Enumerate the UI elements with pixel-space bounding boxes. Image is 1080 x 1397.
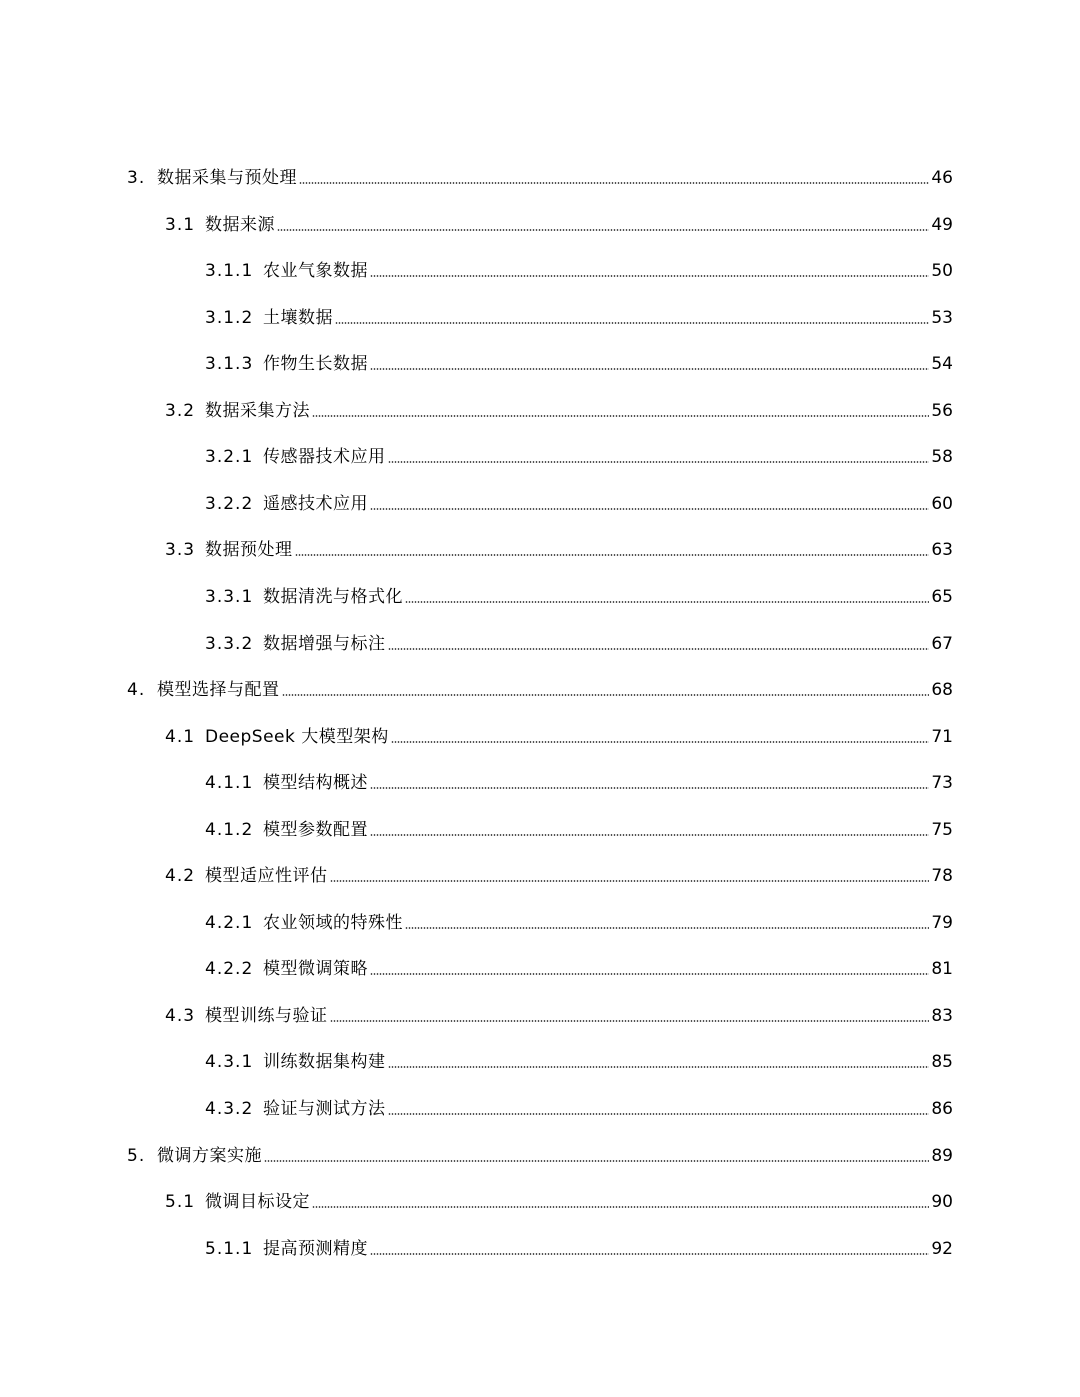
toc-entry-page-number: 75: [931, 820, 953, 840]
toc-dot-leader: [388, 1113, 930, 1115]
toc-entry[interactable]: [0, 1229, 1080, 1259]
toc-entry-heading: [205, 773, 368, 793]
toc-dot-leader: [370, 508, 929, 510]
toc-entry-number: 3.1.1: [205, 261, 254, 281]
toc-entry[interactable]: [0, 484, 1080, 514]
toc-entry-page-number: 73: [931, 773, 953, 793]
toc-entry-number: 5.1.1: [205, 1239, 254, 1259]
toc-entry-page-number: 79: [931, 913, 953, 933]
toc-entry-heading: [165, 1192, 310, 1212]
toc-entry-title: 数据采集与预处理: [157, 168, 297, 188]
toc-entry-page-number: 58: [931, 447, 953, 467]
toc-entry-page-number: 46: [931, 168, 953, 188]
toc-dot-leader: [299, 182, 929, 184]
toc-entry-number: 3.2.1: [205, 447, 254, 467]
toc-entry-page-number: 63: [931, 540, 953, 560]
toc-entry-heading: [127, 680, 280, 700]
toc-entry-page-number: 83: [931, 1006, 953, 1026]
toc-entry-number: 3.3.2: [205, 634, 254, 654]
toc-entry-heading: [205, 1052, 386, 1072]
toc-entry-title: 土壤数据: [263, 308, 333, 328]
toc-dot-leader: [370, 787, 929, 789]
toc-entry-number: 4.1: [165, 727, 196, 747]
toc-dot-leader: [330, 1020, 930, 1022]
toc-entry-title: 模型适应性评估: [205, 866, 328, 886]
toc-entry-title: 数据采集方法: [205, 401, 310, 421]
toc-entry-heading: [205, 959, 368, 979]
toc-entry-heading: [205, 494, 368, 514]
toc-entry[interactable]: [0, 1042, 1080, 1072]
toc-entry-page-number: 54: [931, 354, 953, 374]
toc-entry[interactable]: [0, 205, 1080, 235]
toc-entry-heading: [205, 1239, 368, 1259]
toc-entry-title: 模型微调策略: [263, 959, 368, 979]
toc-entry-title: 模型结构概述: [263, 773, 368, 793]
toc-entry-number: 5.: [127, 1146, 146, 1166]
toc-entry-number: 4.1.1: [205, 773, 254, 793]
toc-entry-title: 数据来源: [205, 215, 275, 235]
toc-entry[interactable]: [0, 1089, 1080, 1119]
toc-dot-leader: [282, 694, 930, 696]
toc-entry-number: 3.1.3: [205, 354, 254, 374]
toc-entry-page-number: 68: [931, 680, 953, 700]
toc-entry-heading: [127, 1146, 262, 1166]
toc-entry-page-number: 89: [931, 1146, 953, 1166]
toc-entry-title: 传感器技术应用: [263, 447, 386, 467]
toc-entry-page-number: 78: [931, 866, 953, 886]
toc-entry-title: 验证与测试方法: [263, 1099, 386, 1119]
toc-dot-leader: [405, 601, 929, 603]
toc-entry[interactable]: [0, 949, 1080, 979]
toc-entry-title: 微调方案实施: [157, 1146, 262, 1166]
toc-dot-leader: [335, 322, 929, 324]
toc-entry-heading: [205, 354, 368, 374]
toc-entry[interactable]: [0, 530, 1080, 560]
toc-entry-heading: [205, 261, 368, 281]
toc-entry-title: 数据预处理: [205, 540, 293, 560]
toc-entry-heading: [165, 540, 293, 560]
toc-entry-page-number: 85: [931, 1052, 953, 1072]
toc-entry-page-number: 50: [931, 261, 953, 281]
toc-entry-title: 农业气象数据: [263, 261, 368, 281]
toc-entry[interactable]: [0, 298, 1080, 328]
toc-entry-number: 3.3.1: [205, 587, 254, 607]
toc-entry-page-number: 90: [931, 1192, 953, 1212]
toc-entry-heading: [165, 401, 310, 421]
toc-entry[interactable]: [0, 158, 1080, 188]
toc-entry-page-number: 81: [931, 959, 953, 979]
toc-dot-leader: [370, 368, 929, 370]
toc-entry-page-number: 49: [931, 215, 953, 235]
toc-entry-heading: [127, 168, 297, 188]
toc-entry[interactable]: [0, 717, 1080, 747]
toc-entry-number: 4.3.2: [205, 1099, 254, 1119]
toc-entry-title: 模型参数配置: [263, 820, 368, 840]
toc-dot-leader: [405, 927, 929, 929]
toc-entry-number: 4.1.2: [205, 820, 254, 840]
toc-entry-title: 遥感技术应用: [263, 494, 368, 514]
toc-dot-leader: [370, 834, 929, 836]
toc-dot-leader: [370, 973, 929, 975]
toc-entry-number: 3.: [127, 168, 146, 188]
toc-entry-title: 数据增强与标注: [263, 634, 386, 654]
toc-entry[interactable]: [0, 624, 1080, 654]
toc-dot-leader: [370, 275, 929, 277]
toc-dot-leader: [388, 461, 930, 463]
toc-entry-number: 4.: [127, 680, 146, 700]
toc-entry-heading: [165, 727, 389, 747]
toc-dot-leader: [312, 1206, 929, 1208]
toc-entry-number: 4.2.2: [205, 959, 254, 979]
toc-entry[interactable]: [0, 810, 1080, 840]
toc-entry[interactable]: [0, 856, 1080, 886]
toc-entry-page-number: 92: [931, 1239, 953, 1259]
toc-entry-number: 3.2: [165, 401, 196, 421]
toc-entry-page-number: 60: [931, 494, 953, 514]
toc-dot-leader: [388, 1066, 930, 1068]
toc-entry-heading: [205, 447, 386, 467]
toc-entry-page-number: 53: [931, 308, 953, 328]
toc-entry-heading: [205, 634, 386, 654]
toc-entry[interactable]: [0, 1136, 1080, 1166]
toc-entry-page-number: 86: [931, 1099, 953, 1119]
toc-entry-heading: [205, 913, 403, 933]
toc-entry-number: 3.1.2: [205, 308, 254, 328]
toc-entry-title: 训练数据集构建: [263, 1052, 386, 1072]
toc-entry-heading: [165, 215, 275, 235]
toc-entry-page-number: 67: [931, 634, 953, 654]
toc-entry-title: 农业领域的特殊性: [263, 913, 403, 933]
toc-dot-leader: [312, 415, 929, 417]
toc-entry-heading: [165, 1006, 328, 1026]
toc-entry-number: 4.3.1: [205, 1052, 254, 1072]
toc-dot-leader: [264, 1160, 929, 1162]
toc-entry-title: 模型训练与验证: [205, 1006, 328, 1026]
toc-entry[interactable]: [0, 577, 1080, 607]
toc-entry[interactable]: [0, 763, 1080, 793]
toc-dot-leader: [388, 648, 930, 650]
toc-entry-page-number: 56: [931, 401, 953, 421]
toc-entry-heading: [165, 866, 328, 886]
toc-entry-heading: [205, 820, 368, 840]
toc-entry-heading: [205, 587, 403, 607]
toc-entry-number: 3.1: [165, 215, 196, 235]
toc-entry-title: 模型选择与配置: [157, 680, 280, 700]
toc-entry[interactable]: [0, 437, 1080, 467]
toc-entry-title: 作物生长数据: [263, 354, 368, 374]
toc-entry[interactable]: [0, 670, 1080, 700]
toc-entry[interactable]: [0, 391, 1080, 421]
toc-entry-page-number: 71: [931, 727, 953, 747]
toc-entry[interactable]: [0, 1182, 1080, 1212]
toc-entry-title: 数据清洗与格式化: [263, 587, 403, 607]
toc-dot-leader: [330, 880, 930, 882]
toc-entry[interactable]: [0, 903, 1080, 933]
toc-entry-number: 4.3: [165, 1006, 196, 1026]
toc-entry-number: 5.1: [165, 1192, 196, 1212]
toc-entry-number: 3.3: [165, 540, 196, 560]
toc-dot-leader: [277, 229, 929, 231]
toc-entry-heading: [205, 308, 333, 328]
toc-entry-number: 4.2: [165, 866, 196, 886]
toc-entry-page-number: 65: [931, 587, 953, 607]
toc-entry-title: 提高预测精度: [263, 1239, 368, 1259]
toc-entry-number: 3.2.2: [205, 494, 254, 514]
toc-entry-title: DeepSeek 大模型架构: [205, 727, 389, 747]
toc-entry-heading: [205, 1099, 386, 1119]
toc-dot-leader: [391, 741, 929, 743]
toc-entry[interactable]: [0, 996, 1080, 1026]
toc-entry-number: 4.2.1: [205, 913, 254, 933]
toc-entry-title: 微调目标设定: [205, 1192, 310, 1212]
toc-entry[interactable]: [0, 344, 1080, 374]
toc-dot-leader: [295, 554, 930, 556]
toc-entry[interactable]: [0, 251, 1080, 281]
toc-dot-leader: [370, 1253, 929, 1255]
